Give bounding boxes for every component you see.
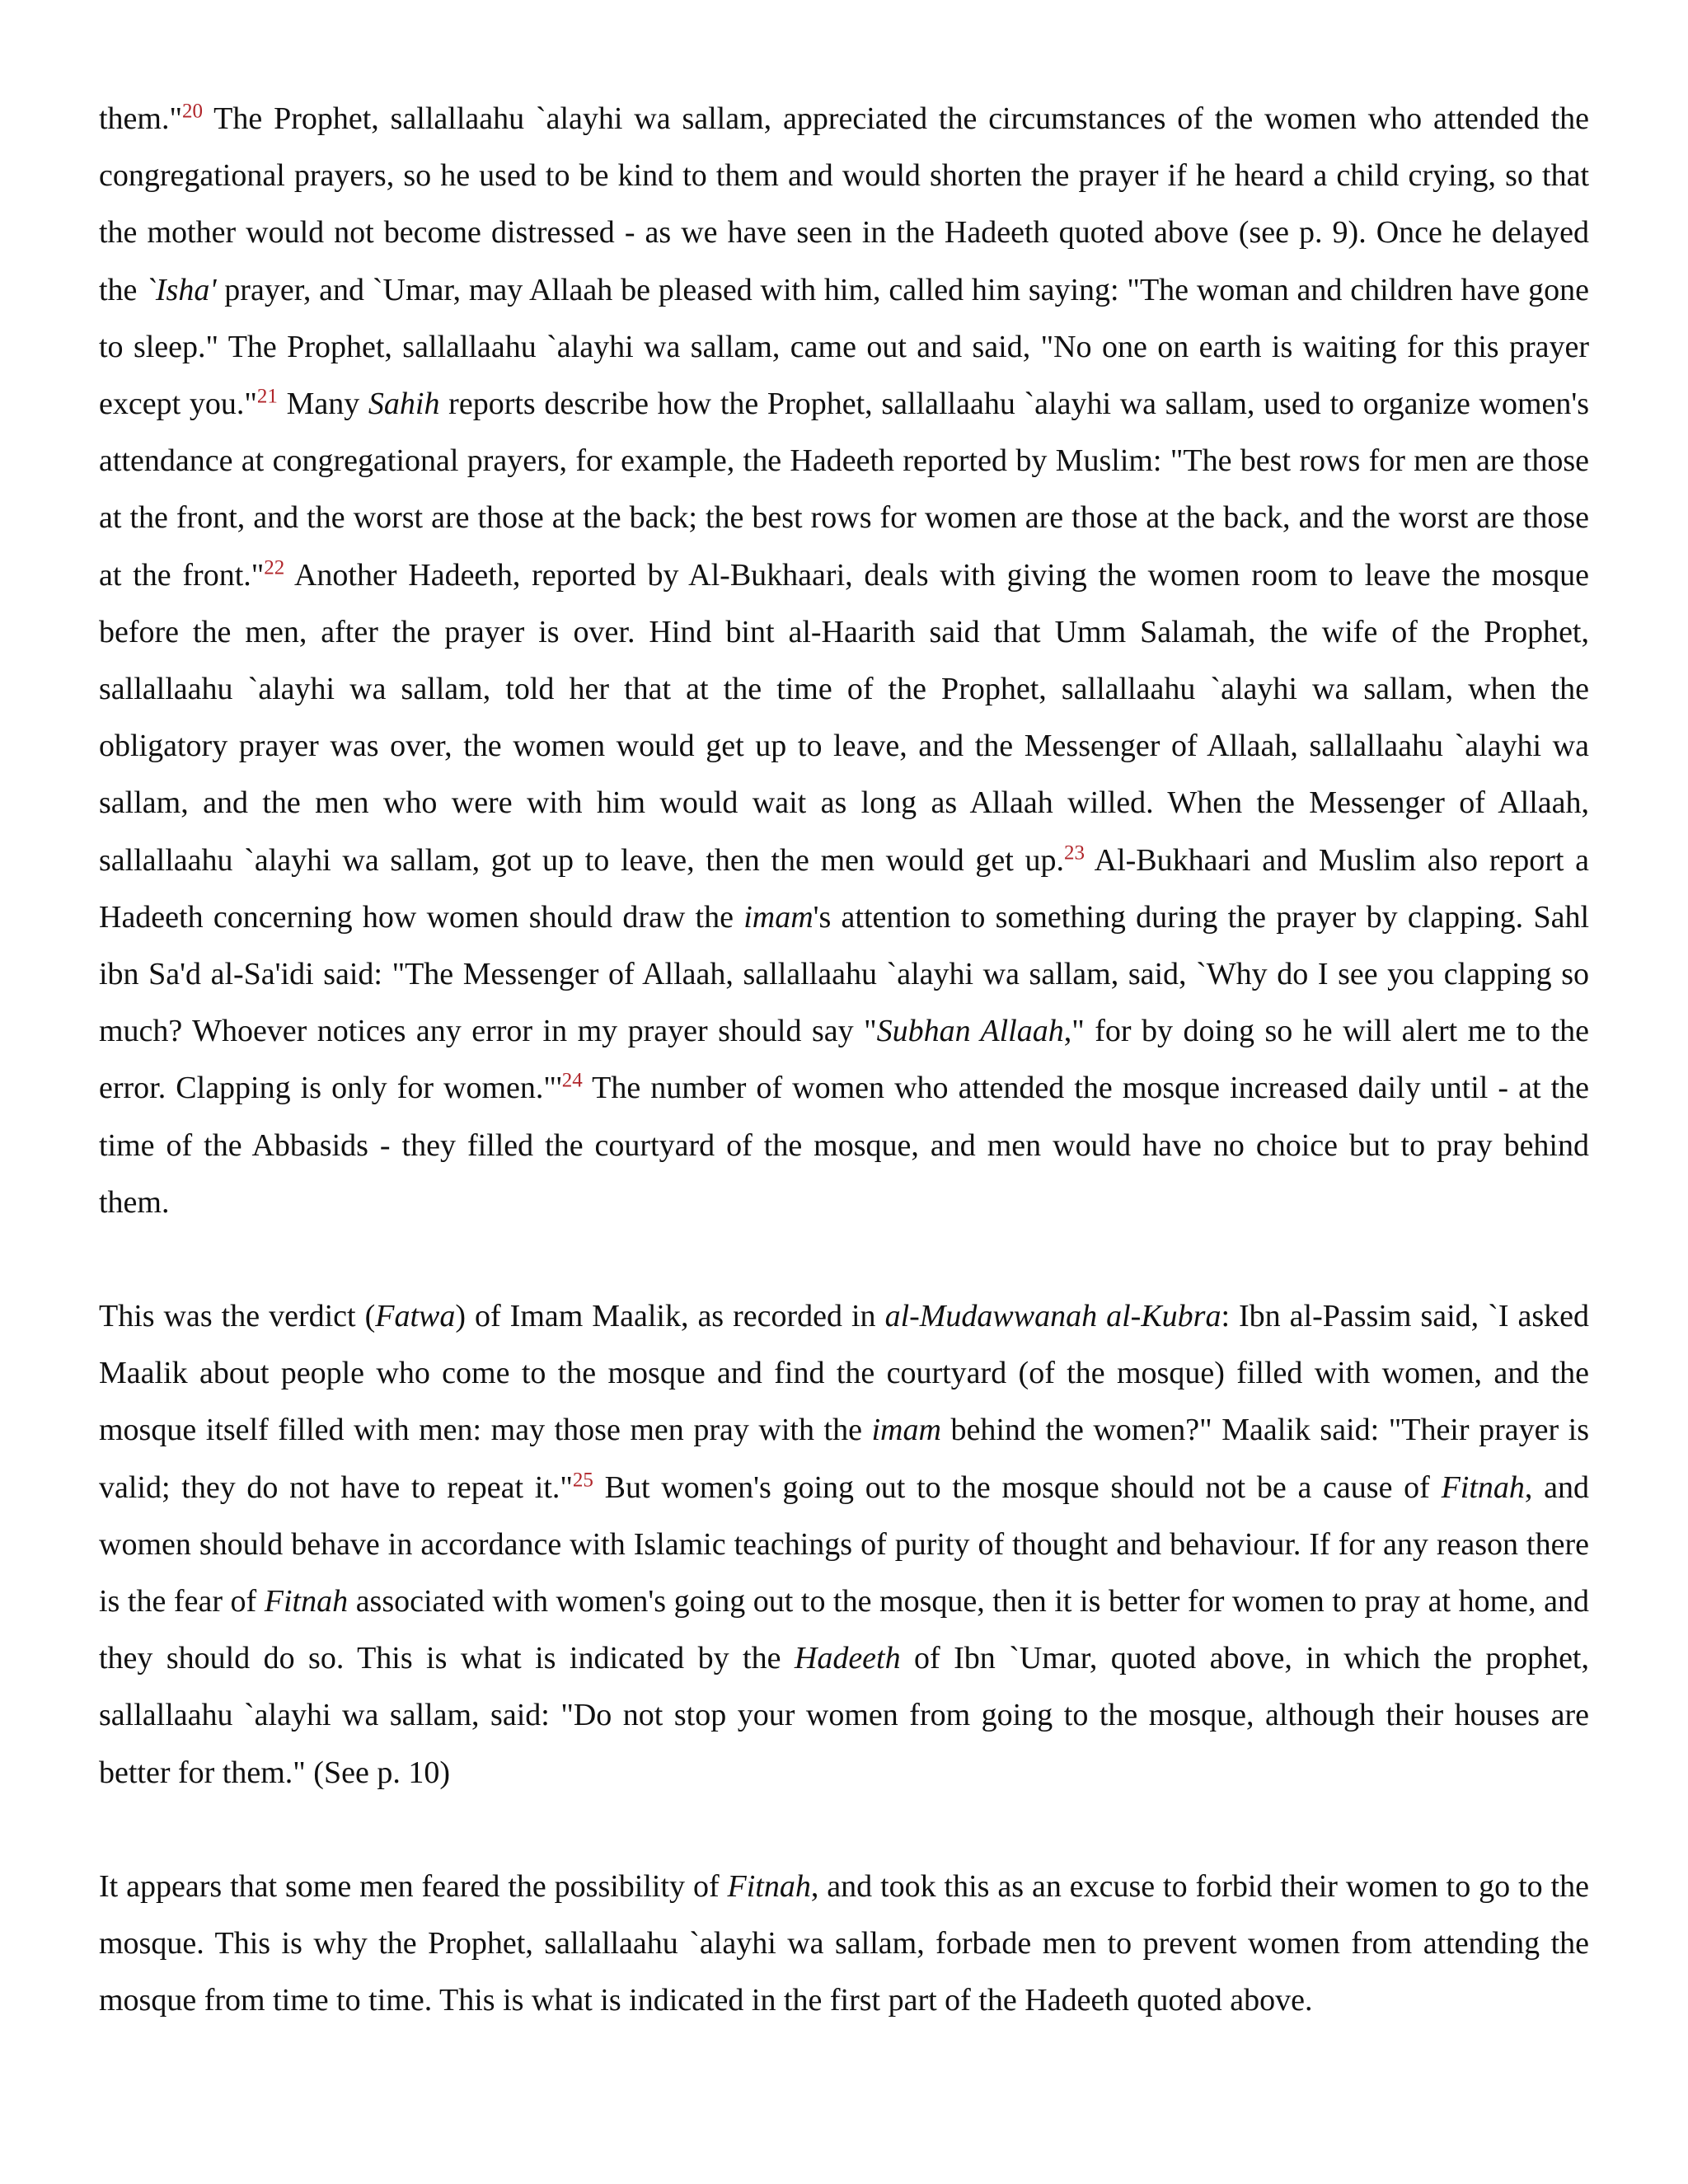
italic-term: `Isha' (145, 272, 217, 307)
footnote-link-22[interactable]: 22 (264, 555, 285, 579)
italic-term: Hadeeth (794, 1641, 901, 1676)
paragraph-3 (99, 1858, 1589, 2030)
italic-term: Subhan Allaah (876, 1014, 1064, 1049)
text-run: 's attention to something during the prayer by clapping. Sahl ibn Sa'd al-Sa'idi said: "The Messenger of Allaah, sallallaahu `alayhi wa sallam, said, `Why do I see you clapping so much? Whoever notices any error in my prayer should say " (99, 899, 1589, 1049)
footnote-link-21[interactable]: 21 (256, 385, 278, 408)
text-run: associated with women's going out to the mosque, then it is better for women to pray at home, and they should do so. This is what is indicated by the (99, 1584, 1589, 1676)
italic-term: Sahih (368, 387, 440, 422)
text-run: of Ibn `Umar, quoted above, in which the prophet, sallallaahu `alayhi wa sallam, said: "Do not stop your women from going to the mosque, although their houses are better for them." (See p. 10) (99, 1641, 1589, 1790)
footnote-link-23[interactable]: 23 (1064, 841, 1085, 864)
paragraph-2 (99, 1288, 1589, 1802)
text-run: But women's going out to the mosque should not be a cause of (593, 1469, 1442, 1505)
text-run: ) of Imam Maalik, as recorded in (455, 1299, 885, 1334)
text-run: reports describe how the Prophet, sallallaahu `alayhi wa sallam, used to organize women's attendance at congregational prayers, for example, the Hadeeth reported by Muslim: "The best rows for men are those at the front, and the worst are those at the back; the best rows for women are those at the back, and the worst are those at the front." (99, 387, 1590, 593)
italic-term: Fitnah (264, 1584, 349, 1619)
text-run: Many (277, 387, 368, 422)
text-run: Another Hadeeth, reported by Al-Bukhaari, deals with giving the women room to leave the mosque before the men, after the prayer is over. Hind bint al-Haarith said that Umm Salamah, the wife of the Prophet, sallallaahu `alayhi wa sallam, told her that at the time of the Prophet, sallallaahu `alayhi wa sallam, when the obligatory prayer was over, the women would get up to leave, and the Messenger of Allaah, sallallaahu `alayhi wa sallam, and the men who were with him would wait as long as Allaah willed. When the Messenger of Allaah, sallallaahu `alayhi wa sallam, got up to leave, then the men would get up. (99, 557, 1589, 878)
document-body (99, 91, 1589, 2030)
paragraph-1 (99, 91, 1589, 1231)
text-run: them." (99, 101, 182, 136)
italic-term: Fitnah (1441, 1469, 1525, 1505)
italic-term: imam (871, 1413, 941, 1448)
text-run: It appears that some men feared the possibility of (99, 1868, 728, 1904)
text-run: , and women should behave in accordance with Islamic teachings of purity of thought and behaviour. If for any reason there is the fear of (99, 1469, 1589, 1619)
footnote-link-25[interactable]: 25 (572, 1468, 593, 1491)
text-run: , and took this as an excuse to forbid their women to go to the mosque. This is why the Prophet, sallallaahu `alayhi wa sallam, forbade men to prevent women from attending the mosque from time to time. This is what is indicated in the first part of the Hadeeth quoted above. (99, 1868, 1589, 2018)
text-run: Al-Bukhaari and Muslim also report a Hadeeth concerning how women should draw the (99, 842, 1589, 935)
footnote-link-24[interactable]: 24 (561, 1069, 583, 1092)
text-run: The number of women who attended the mosque increased daily until - at the time of the Abbasids - they filled the courtyard of the mosque, and men would have no choice but to pray behind them. (99, 1071, 1590, 1220)
footnote-link-20[interactable]: 20 (182, 100, 203, 123)
italic-term: Fitnah (727, 1868, 811, 1904)
text-run: prayer, and `Umar, may Allaah be pleased with him, called him saying: "The woman and children have gone to sleep." The Prophet, sallallaahu `alayhi wa sallam, came out and said, "No one on earth is waiting for this prayer except you." (99, 272, 1589, 422)
italic-term: al-Mudawwanah al-Kubra (884, 1299, 1221, 1334)
text-run: behind the women?" Maalik said: "Their prayer is valid; they do not have to repeat it." (99, 1413, 1590, 1505)
text-run: : Ibn al-Passim said, `I asked Maalik about people who come to the mosque and find the courtyard (of the mosque) filled with women, and the mosque itself filled with men: may those men pray with the (99, 1299, 1589, 1448)
text-run: This was the verdict ( (99, 1299, 376, 1334)
text-run: ," for by doing so he will alert me to the error. Clapping is only for women."' (99, 1014, 1590, 1106)
italic-term: Fatwa (375, 1299, 456, 1334)
italic-term: imam (743, 899, 814, 935)
text-run: The Prophet, sallallaahu `alayhi wa sallam, appreciated the circumstances of the women who attended the congregational prayers, so he used to be kind to them and would shorten the prayer if he heard a child crying, so that the mother would not become distressed - as we have seen in the Hadeeth quoted above (see p. 9). Once he delayed the (99, 101, 1589, 307)
